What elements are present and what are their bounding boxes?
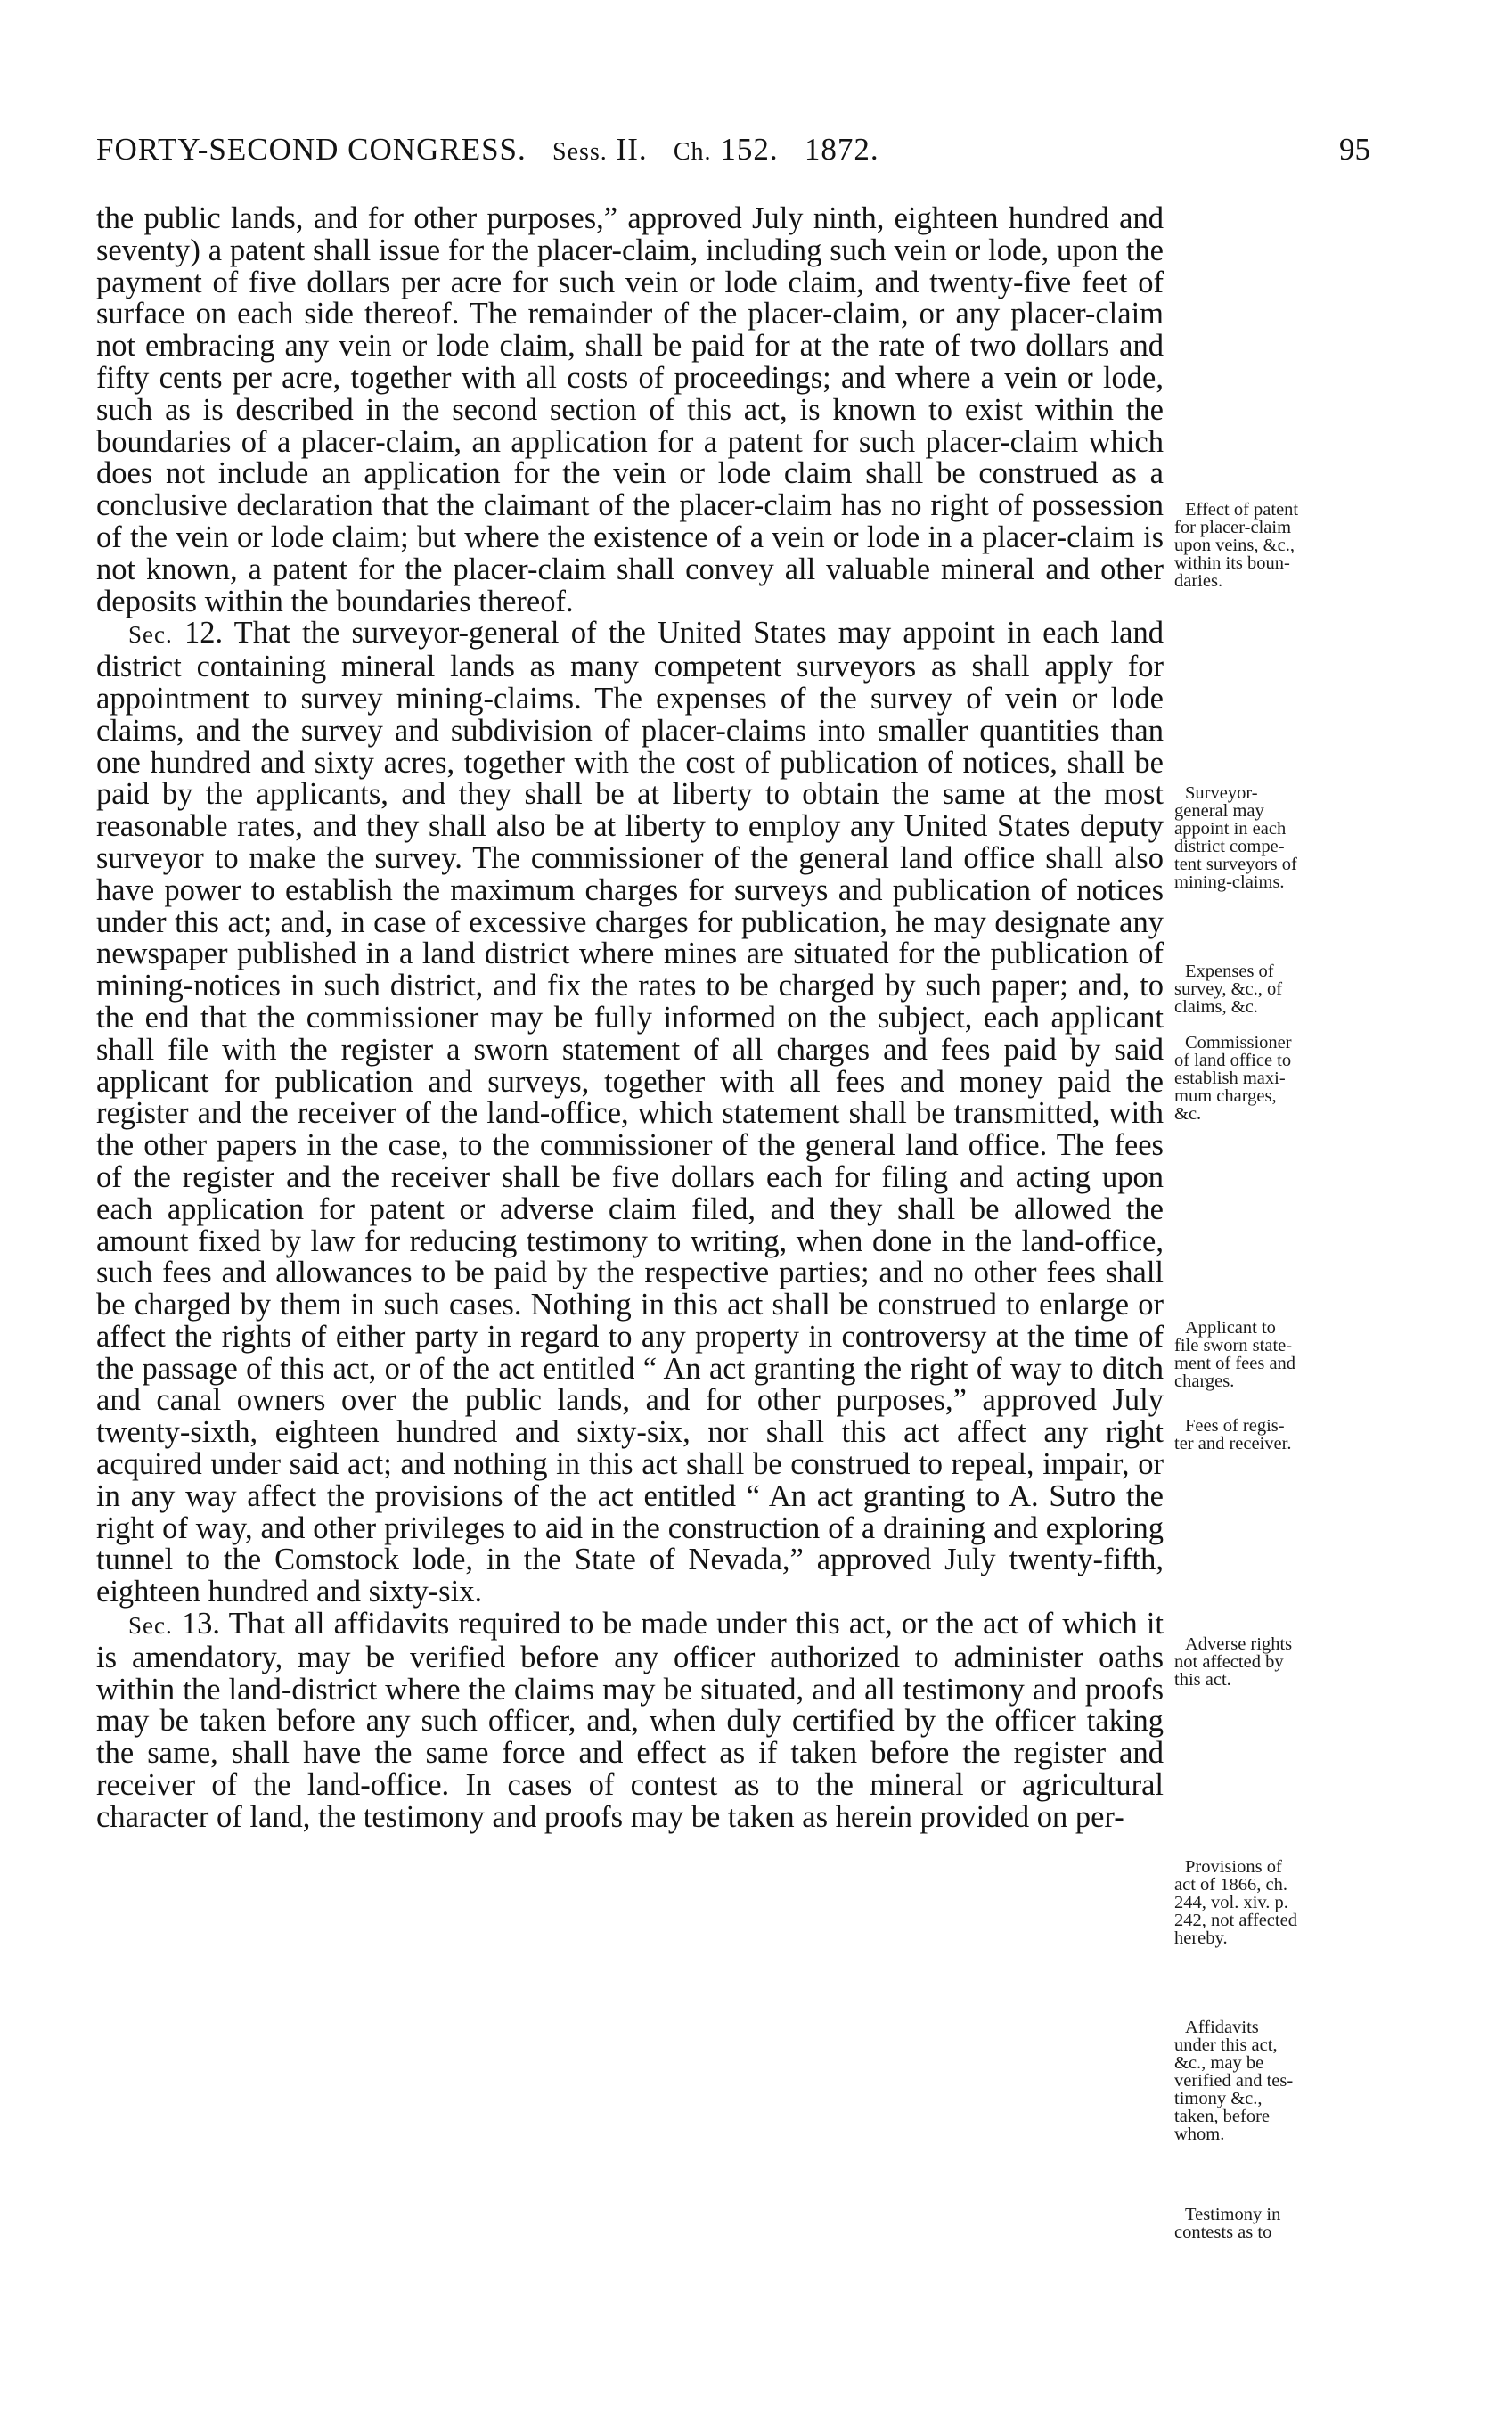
note-line: daries. <box>1174 571 1223 591</box>
year: 1872. <box>804 132 879 167</box>
note-line: whom. <box>1174 2124 1225 2144</box>
note-line: survey, &c., of <box>1174 979 1283 999</box>
note-line: under this act, <box>1174 2035 1278 2055</box>
note-line: Commissioner <box>1185 1033 1292 1052</box>
margin-note-affidavits <box>1174 2018 1377 2143</box>
section-13-label: Sec. <box>128 1612 173 1640</box>
note-line: for placer-claim <box>1174 518 1292 537</box>
running-header <box>96 132 1370 185</box>
congress-title: FORTY-SECOND CONGRESS. <box>96 132 527 167</box>
note-line: 242, not affected <box>1174 1911 1297 1930</box>
note-line: tent surveyors of <box>1174 855 1297 874</box>
margin-note-fees-register <box>1174 1417 1377 1453</box>
note-line: within its boun- <box>1174 553 1290 573</box>
session-label: Sess. <box>552 138 608 166</box>
note-line: ter and receiver. <box>1174 1434 1292 1453</box>
note-line: taken, before <box>1174 2107 1270 2126</box>
margin-note-expenses-of-survey <box>1174 962 1377 1016</box>
note-line: mining-claims. <box>1174 872 1285 892</box>
note-line: Surveyor- <box>1185 783 1258 803</box>
note-line: file sworn state- <box>1174 1336 1293 1355</box>
note-line: Effect of patent <box>1185 500 1299 520</box>
note-line: &c., may be <box>1174 2053 1264 2073</box>
margin-note-testimony-contests <box>1174 2206 1377 2241</box>
section-12-text: 12. That the surveyor-general of the United States may appoint in each land district containing mineral lands as many competent surveyors as shall apply for appointment to survey mining-claims. The expenses of the survey of vein or lode claims, and the survey and subdivision of placer-claims into smaller quantities than one hundred and sixty acres, together with the cost of publication of notices, shall be paid by the applicants, and they shall be at liberty to obtain the same at the most reasonable rates, and they shall also be at liberty to employ any United States deputy surveyor to make the survey. The commissioner of the general land office shall also have power to establish the maximum charges for surveys and publication of notices under this act; and, in case of excessive charges for publication, he may designate any newspaper published in a land district where mines are situated for the publication of mining-notices in such district, and fix the rates to be charged by such paper; and, to the end that the commissioner may be fully informed on the subject, each applicant shall file with the register a sworn statement of all charges and fees paid by said applicant for publication and surveys, together with all fees and money paid the register and the receiver of the land-office, which statement shall be transmitted, with the other papers in the case, to the commissioner of the general land office. The fees of the register and the receiver shall be five dollars each for filing and acting upon each application for patent or adverse claim filed, and they shall be allowed the amount fixed by law for reducing testimony to writing, when done in the land-office, such fees and allowances to be paid by the respective parties; and no other fees shall be charged by them in such cases. Nothing in this act shall be construed to enlarge or affect the rights of either party in regard to any property in controversy at the time of the passage of this act, or of the act entitled “ An act granting the right of way to ditch and canal owners over the public lands, and for other purposes,” approved July twenty-sixth, eighteen hundred and sixty-six, nor shall this act affect any right acquired under said act; and nothing in this act shall be construed to repeal, impair, or in any way affect the provisions of the act entitled “ An act granting to A. Sutro the right of way, and other privileges to aid in the construction of a draining and exploring tunnel to the Comstock lode, in the State of Nevada,” approved July twenty-fifth, eighteen hundred and sixty-six. <box>96 616 1164 1609</box>
margin-note-adverse-rights <box>1174 1635 1377 1689</box>
note-line: 244, vol. xiv. p. <box>1174 1893 1288 1912</box>
chapter-number: 152. <box>720 132 779 167</box>
note-line: claims, &c. <box>1174 997 1258 1017</box>
note-line: of land office to <box>1174 1051 1292 1070</box>
note-line: this act. <box>1174 1670 1231 1690</box>
note-line: Provisions of <box>1185 1857 1282 1877</box>
note-line: hereby. <box>1174 1928 1228 1948</box>
note-line: verified and tes- <box>1174 2071 1294 2091</box>
note-line: appoint in each <box>1174 819 1287 839</box>
section-13 <box>96 1609 1164 1834</box>
note-line: not affected by <box>1174 1652 1284 1672</box>
note-line: contests as to <box>1174 2223 1272 2242</box>
note-line: establish maxi- <box>1174 1068 1286 1088</box>
section-12 <box>96 618 1164 1609</box>
note-line: Applicant to <box>1185 1318 1276 1338</box>
margin-note-commissioner <box>1174 1034 1377 1123</box>
note-line: Affidavits <box>1185 2018 1259 2037</box>
note-line: Expenses of <box>1185 962 1274 981</box>
note-line: timony &c., <box>1174 2089 1263 2108</box>
note-line: charges. <box>1174 1371 1235 1391</box>
note-line: district compe- <box>1174 837 1285 856</box>
margin-note-applicant <box>1174 1319 1377 1390</box>
section-13-text: 13. That all affidavits required to be made under this act, or the act of which it is amendatory, may be verified before any officer authorized to administer oaths within the land-district where the claims may be situated, and all testimony and proofs may be taken before any such officer, and, when duly certified by the officer taking the same, shall have the same force and effect as if taken before the register and receiver of the land-office. In cases of contest as to the mineral or agricultural character of land, the testimony and proofs may be taken as herein provided on per- <box>96 1607 1164 1834</box>
session-number: II. <box>616 132 648 167</box>
running-head <box>96 132 879 168</box>
note-line: act of 1866, ch. <box>1174 1875 1287 1895</box>
note-line: upon veins, &c., <box>1174 536 1295 555</box>
chapter-label: Ch. <box>673 138 712 166</box>
note-line: ment of fees and <box>1174 1354 1296 1373</box>
note-line: mum charges, <box>1174 1086 1277 1106</box>
note-line: Fees of regis- <box>1185 1416 1285 1436</box>
note-line: general may <box>1174 801 1264 821</box>
note-line: Adverse rights <box>1185 1634 1293 1654</box>
margin-note-surveyor-general <box>1174 784 1377 891</box>
main-text-column <box>96 203 1164 1834</box>
page-number: 95 <box>1339 132 1370 167</box>
note-line: &c. <box>1174 1104 1202 1124</box>
section-12-label: Sec. <box>128 621 173 649</box>
note-line: Testimony in <box>1185 2205 1281 2224</box>
paragraph-continuation: the public lands, and for other purposes,” approved July ninth, eighteen hundred and seventy) a patent shall issue for the placer-claim, including such vein or lode, upon the payment of five dollars per acre for such vein or lode claim, and twenty-five feet of surface on each side thereof. The remainder of the placer-claim, or any placer-claim not embracing any vein or lode claim, shall be paid for at the rate of two dollars and fifty cents per acre, together with all costs of proceedings; and where a vein or lode, such as is described in the second section of this act, is known to exist within the boundaries of a placer-claim, an application for a patent for such placer-claim which does not include an application for the vein or lode claim shall be construed as a conclusive declaration that the claimant of the placer-claim has no right of possession of the vein or lode claim; but where the existence of a vein or lode in a placer-claim is not known, a patent for the placer-claim shall convey all valuable mineral and other deposits within the boundaries thereof. <box>96 201 1164 618</box>
margin-note-effect-of-patent <box>1174 501 1377 590</box>
margin-note-provisions-1866 <box>1174 1858 1377 1947</box>
